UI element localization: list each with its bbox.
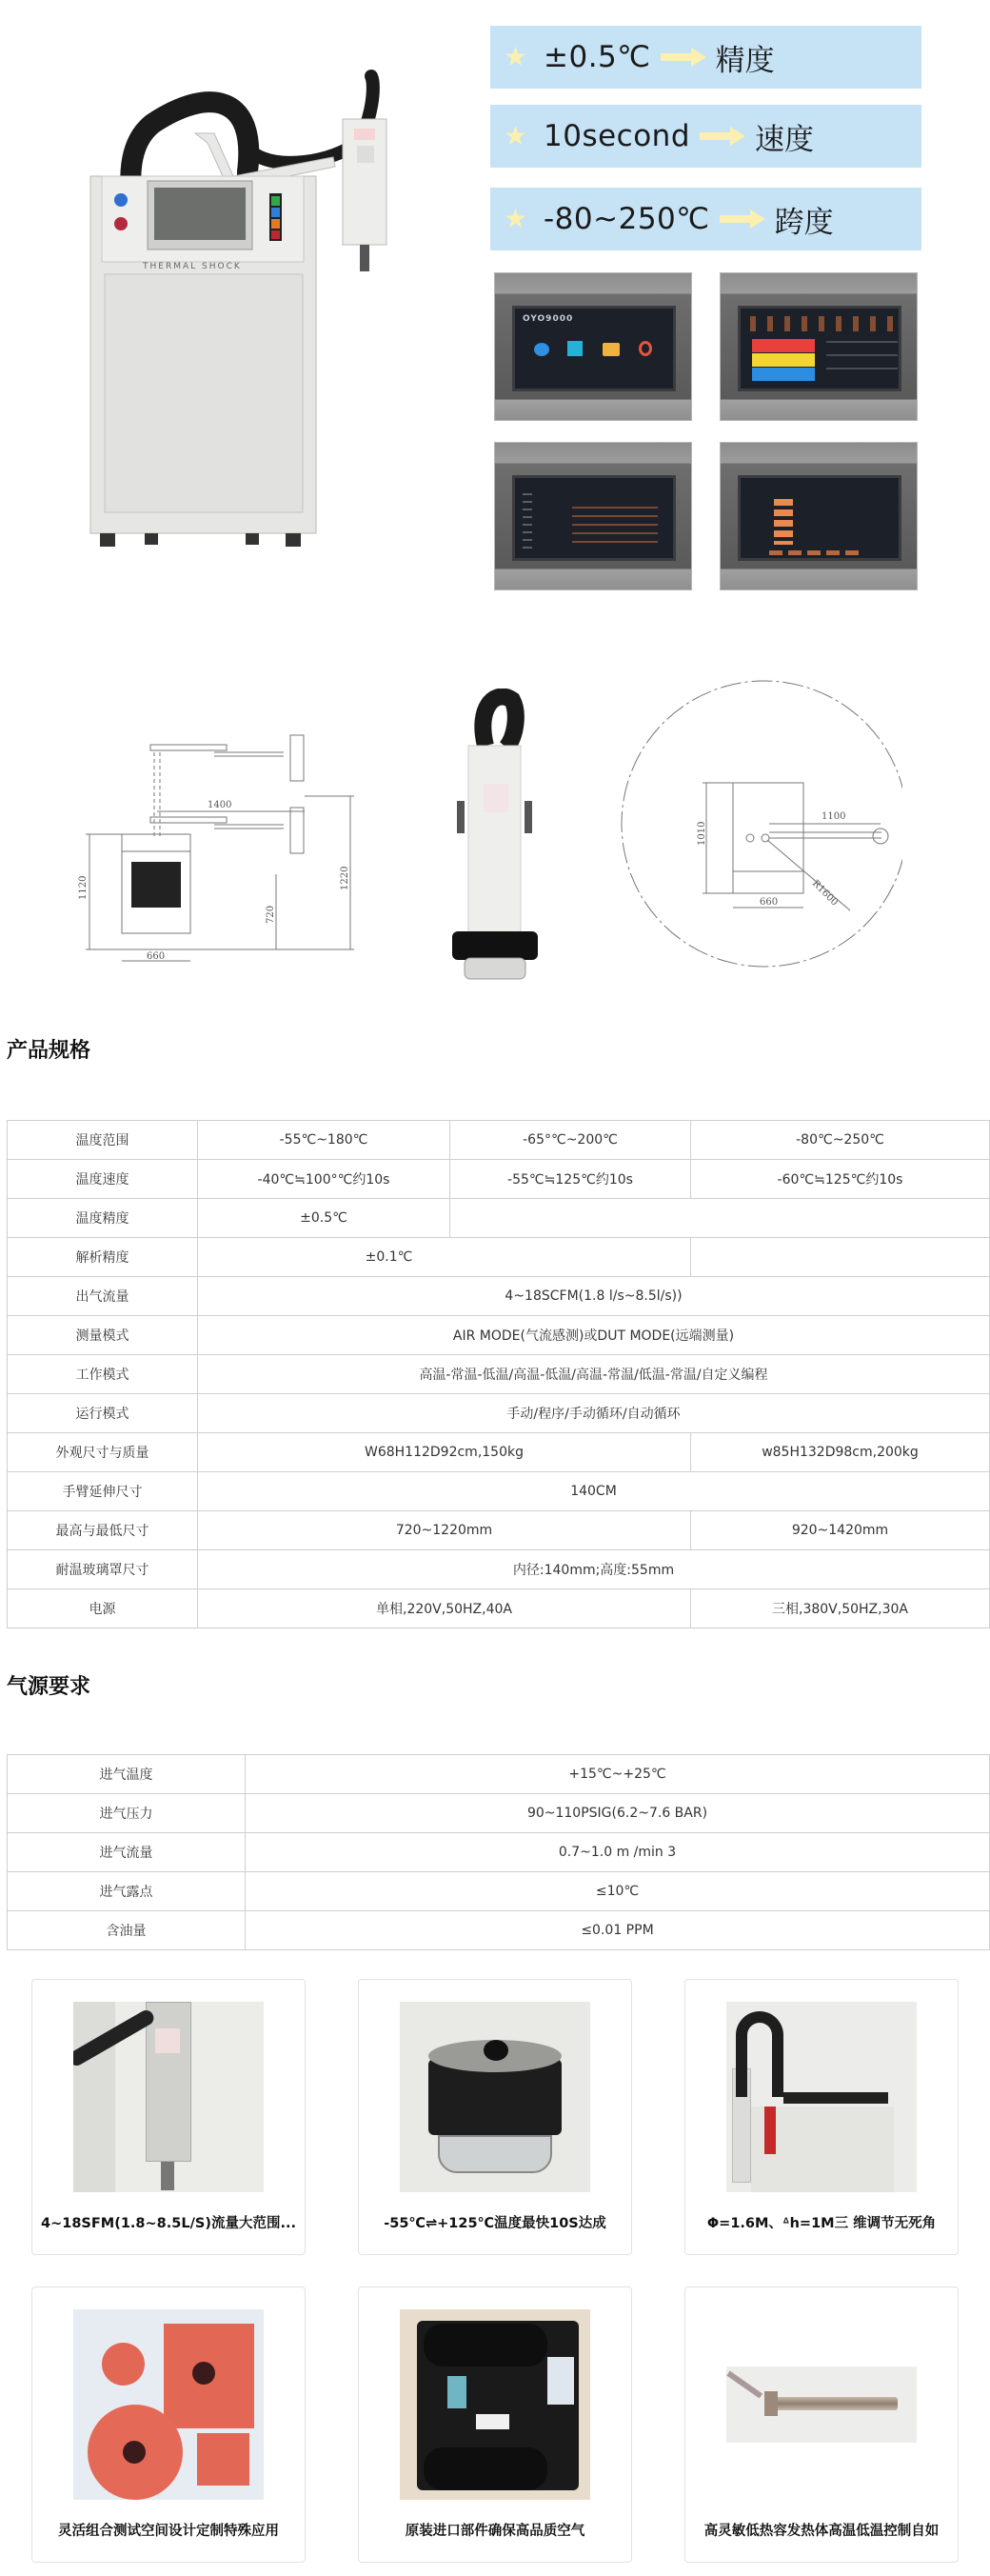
- feature-value: ±0.5℃: [544, 40, 651, 74]
- row-label: 电源: [8, 1589, 198, 1628]
- svg-text:1120: 1120: [78, 875, 89, 900]
- card-caption: 原装进口部件确保高品质空气: [405, 2524, 585, 2539]
- folder-tile-icon: [603, 343, 620, 356]
- screen-brand: OYO9000: [523, 314, 574, 324]
- table-row: [8, 1355, 990, 1394]
- table-row: [8, 1589, 990, 1628]
- feature-value: 10second: [544, 119, 691, 153]
- cell: ≤0.01 PPM: [246, 1911, 990, 1950]
- air-dryer-parts-photo: [400, 2309, 590, 2500]
- row-label: 运行模式: [8, 1394, 198, 1433]
- arrow-right-icon: [720, 210, 765, 229]
- gallery-card-fixtures[interactable]: [31, 2286, 306, 2563]
- air-requirements-table: [7, 1754, 990, 1950]
- cell: [691, 1238, 990, 1277]
- settings-tile-icon: [639, 341, 652, 356]
- heater-element-photo: [726, 2309, 917, 2500]
- star-icon: ★: [504, 203, 528, 234]
- test-head-photo: [447, 689, 540, 984]
- feature-banner-span: [490, 188, 921, 250]
- svg-text:THERMAL SHOCK: THERMAL SHOCK: [143, 262, 242, 271]
- settings-buttons: [774, 499, 793, 545]
- gallery-card-parts[interactable]: [358, 2286, 632, 2563]
- svg-text:660: 660: [147, 951, 166, 962]
- status-table: [826, 341, 898, 379]
- row-label: 进气温度: [8, 1755, 246, 1794]
- cell: 140CM: [198, 1472, 990, 1511]
- svg-text:1220: 1220: [340, 866, 350, 890]
- gallery-card-flow[interactable]: [31, 1979, 306, 2255]
- row-label: 测量模式: [8, 1316, 198, 1355]
- cell: 720~1220mm: [198, 1511, 691, 1550]
- table-row: [8, 1833, 990, 1872]
- spec-section-title: 产品规格: [7, 1039, 91, 1063]
- table-row: [8, 1160, 990, 1199]
- card-caption: 灵活组合测试空间设计定制特殊应用: [58, 2524, 279, 2539]
- cell: -80℃~250℃: [691, 1121, 990, 1160]
- silicone-fixtures-photo: [73, 2309, 264, 2500]
- cell: W68H112D92cm,150kg: [198, 1433, 691, 1472]
- card-caption: -55℃⇌+125℃温度最快10S达成: [384, 2216, 606, 2231]
- screen-thumbnail-program: [494, 442, 692, 590]
- test-head-photo: [73, 2002, 264, 2192]
- feature-banner-precision: [490, 26, 921, 89]
- svg-text:1100: 1100: [822, 811, 846, 822]
- row-label: 出气流量: [8, 1277, 198, 1316]
- spec-table: [7, 1120, 990, 1628]
- status-readouts: [750, 316, 893, 331]
- cell: 手动/程序/手动循环/自动循环: [198, 1394, 990, 1433]
- feature-value: -80~250℃: [544, 202, 710, 236]
- row-label: 外观尺寸与质量: [8, 1433, 198, 1472]
- cell: AIR MODE(气流感测)或DUT MODE(远端测量): [198, 1316, 990, 1355]
- cell: [450, 1199, 990, 1238]
- screen-thumbnail-status: [720, 272, 918, 421]
- status-bar-low: [752, 368, 815, 381]
- cell: -60℃≒125℃约10s: [691, 1160, 990, 1199]
- gallery-card-heater[interactable]: [684, 2286, 959, 2563]
- card-caption: Φ=1.6M、ᐞh=1M三 维调节无死角: [706, 2216, 937, 2231]
- row-label: 进气露点: [8, 1872, 246, 1911]
- table-row: [8, 1911, 990, 1950]
- row-label: 耐温玻璃罩尺寸: [8, 1550, 198, 1589]
- chart-tile-icon: [567, 341, 583, 356]
- arrow-right-icon: [700, 127, 745, 146]
- star-icon: ★: [504, 120, 528, 151]
- cell: +15℃~+25℃: [246, 1755, 990, 1794]
- status-bar-high: [752, 339, 815, 352]
- cell: 高温-常温-低温/高温-低温/高温-常温/低温-常温/自定义编程: [198, 1355, 990, 1394]
- cell: w85H132D98cm,200kg: [691, 1433, 990, 1472]
- table-row: [8, 1199, 990, 1238]
- card-caption: 4~18SFM(1.8~8.5L/S)流量大范围...: [41, 2216, 296, 2231]
- table-row: [8, 1755, 990, 1794]
- table-row: [8, 1238, 990, 1277]
- cell: 单相,220V,50HZ,40A: [198, 1589, 691, 1628]
- cell: 90~110PSIG(6.2~7.6 BAR): [246, 1794, 990, 1833]
- gallery-card-temperature[interactable]: [358, 1979, 632, 2255]
- settings-footer-buttons: [769, 550, 864, 555]
- svg-text:1010: 1010: [697, 821, 707, 846]
- table-row: [8, 1511, 990, 1550]
- table-row: [8, 1472, 990, 1511]
- row-label: 最高与最低尺寸: [8, 1511, 198, 1550]
- row-label: 进气流量: [8, 1833, 246, 1872]
- feature-banner-speed: [490, 105, 921, 168]
- row-label: 温度精度: [8, 1199, 198, 1238]
- cell: -55℃≒125℃约10s: [450, 1160, 691, 1199]
- cell: 三相,380V,50HZ,30A: [691, 1589, 990, 1628]
- table-row: [8, 1794, 990, 1833]
- screen-thumbnail-home: [494, 272, 692, 421]
- side-view-drawing: [76, 695, 362, 971]
- cell: 920~1420mm: [691, 1511, 990, 1550]
- cell: ±0.1℃: [198, 1238, 691, 1277]
- app-tile-icon: [534, 343, 549, 356]
- card-caption: 高灵敏低热容发热体高温低温控制自如: [703, 2524, 940, 2539]
- svg-text:1400: 1400: [208, 800, 232, 810]
- cell: 内径:140mm;高度:55mm: [198, 1550, 990, 1589]
- feature-label: 速度: [755, 122, 815, 157]
- row-label: 工作模式: [8, 1355, 198, 1394]
- cell: -55℃~180℃: [198, 1121, 450, 1160]
- row-label: 含油量: [8, 1911, 246, 1950]
- row-label: 解析精度: [8, 1238, 198, 1277]
- gallery-card-adjustment[interactable]: [684, 1979, 959, 2255]
- svg-text:720: 720: [266, 905, 276, 924]
- program-table: [572, 507, 658, 545]
- top-view-drawing: [617, 676, 902, 971]
- table-row: [8, 1121, 990, 1160]
- program-list: [523, 493, 532, 554]
- table-row: [8, 1394, 990, 1433]
- glass-cover-nozzle-photo: [400, 2002, 590, 2192]
- air-section-title: 气源要求: [7, 1675, 91, 1699]
- feature-label: 跨度: [774, 205, 834, 240]
- row-label: 手臂延伸尺寸: [8, 1472, 198, 1511]
- machine-photo: [86, 29, 409, 548]
- feature-label: 精度: [715, 43, 775, 78]
- row-label: 温度范围: [8, 1121, 198, 1160]
- row-label: 温度速度: [8, 1160, 198, 1199]
- svg-text:R1600: R1600: [809, 878, 840, 909]
- table-row: [8, 1433, 990, 1472]
- star-icon: ★: [504, 41, 528, 72]
- cell: 0.7~1.0 m /min 3: [246, 1833, 990, 1872]
- table-row: [8, 1277, 990, 1316]
- table-row: [8, 1872, 990, 1911]
- table-row: [8, 1316, 990, 1355]
- arrow-right-icon: [661, 48, 706, 67]
- status-bar-normal: [752, 353, 815, 367]
- table-row: [8, 1550, 990, 1589]
- svg-text:660: 660: [760, 897, 779, 908]
- cell: -65°℃~200℃: [450, 1121, 691, 1160]
- row-label: 进气压力: [8, 1794, 246, 1833]
- cell: -40℃≒100°℃约10s: [198, 1160, 450, 1199]
- cell: 4~18SCFM(1.8 l/s~8.5l/s)): [198, 1277, 990, 1316]
- cell: ±0.5℃: [198, 1199, 450, 1238]
- cell: ≤10℃: [246, 1872, 990, 1911]
- screen-thumbnail-settings: [720, 442, 918, 590]
- arm-hose-photo: [726, 2002, 917, 2192]
